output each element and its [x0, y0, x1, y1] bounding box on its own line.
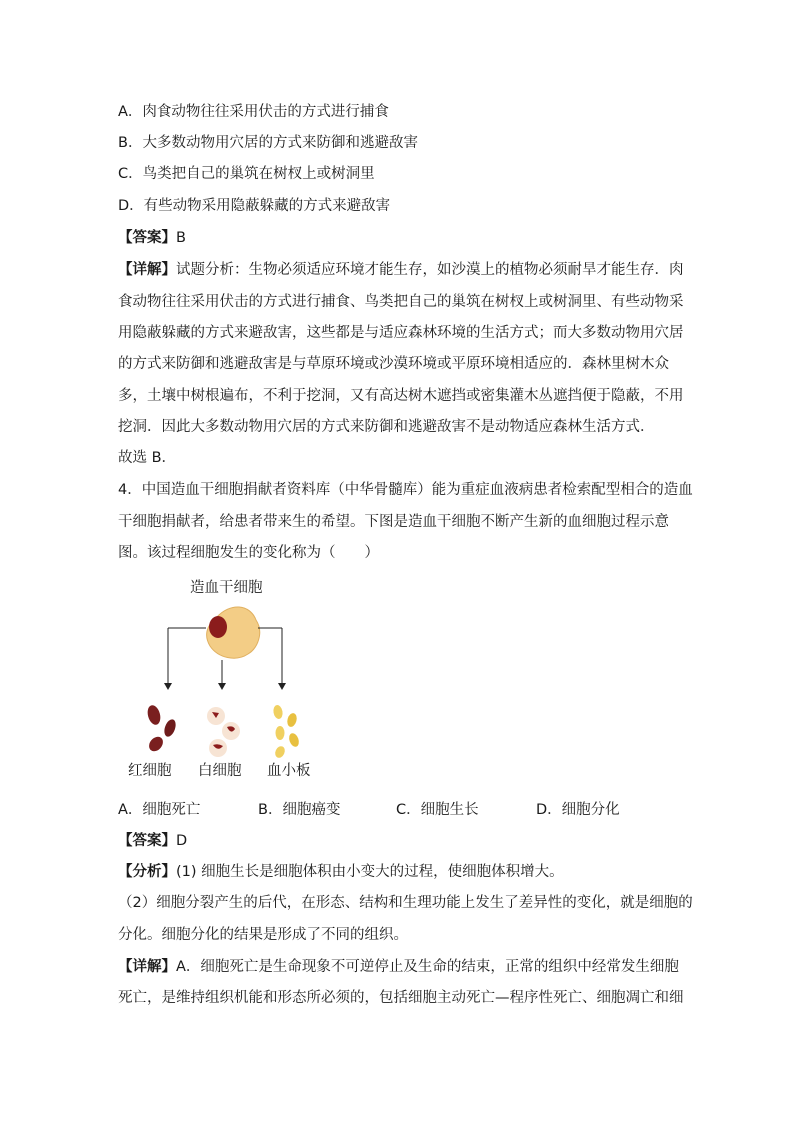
platelet-label: 血小板 [267, 763, 311, 779]
red-blood-cell-label: 红细胞 [128, 763, 172, 779]
q3-detail-line: 的方式来防御和逃避敌害是与草原环境或沙漠环境或平原环境相适应的．森林里树木众 [118, 356, 669, 372]
q3-detail-line: 食动物往往采用伏击的方式进行捕食、鸟类把自己的巢筑在树杈上或树洞里、有些动物采 [118, 294, 684, 310]
q4-answer [118, 831, 678, 851]
q4-stem-line: 干细胞捐献者，给患者带来生的希望。下图是造血干细胞不断产生新的血细胞过程示意 [118, 514, 669, 530]
q3-detail-line: 用隐蔽躲藏的方式来避敌害，这些都是与适应森林环境的生活方式；而大多数动物用穴居 [118, 325, 684, 341]
stem-cell-label: 造血干细胞 [190, 580, 263, 596]
q4-option-b: B．细胞癌变 [258, 802, 341, 818]
analysis-text: (1) 细胞生长是细胞体积由小变大的过程，使细胞体积增大。 [176, 864, 564, 880]
answer-value: B [176, 230, 186, 246]
diagram-graphic [120, 570, 380, 785]
arrow-head [278, 683, 286, 690]
detail-text: A．细胞死亡是生命现象不可逆停止及生命的结束，正常的组织中经常发生细胞 [176, 959, 679, 975]
q4-analysis-line: 分化。细胞分化的结果是形成了不同的组织。 [118, 927, 408, 943]
answer-value: D [176, 833, 188, 849]
platelet [286, 712, 298, 728]
q4-option-c: C．细胞生长 [396, 802, 479, 818]
q4-option-d: D．细胞分化 [536, 802, 620, 818]
detail-text: 试题分析：生物必须适应环境才能生存，如沙漠上的植物必须耐旱才能生存．肉 [176, 262, 684, 278]
q3-option-a: A．肉食动物往往采用伏击的方式进行捕食 [118, 104, 389, 120]
q4-analysis-line [118, 862, 678, 882]
q4-option-a: A．细胞死亡 [118, 802, 201, 818]
answer-tag: 【答案】 [118, 833, 176, 849]
red-blood-cell [162, 718, 178, 738]
q3-option-c: C．鸟类把自己的巢筑在树杈上或树洞里 [118, 166, 375, 182]
platelet [276, 726, 285, 740]
arrow-head [218, 683, 226, 690]
analysis-tag: 【分析】 [118, 864, 176, 880]
detail-tag: 【详解】 [118, 959, 176, 975]
stem-cell-nucleus [209, 616, 227, 638]
q3-option-d: D．有些动物采用隐蔽躲藏的方式来避敌害 [118, 198, 391, 214]
platelet [272, 704, 283, 719]
answer-tag: 【答案】 [118, 230, 176, 246]
arrow-head [164, 683, 172, 690]
q3-conclusion: 故选 B． [118, 450, 177, 466]
q4-detail-line [118, 957, 678, 977]
q4-options-row [118, 800, 678, 820]
q4-stem-line: 图。该过程细胞发生的变化称为（ ） [118, 545, 379, 561]
red-blood-cell [146, 704, 163, 726]
q4-analysis-line: （2）细胞分裂产生的后代，在形态、结构和生理功能上发生了差异性的变化，就是细胞的 [118, 895, 693, 911]
white-blood-cell-label: 白细胞 [198, 763, 242, 779]
platelet [287, 732, 300, 748]
platelet [273, 745, 286, 760]
q4-detail-line: 死亡，是维持组织机能和形态所必须的，包括细胞主动死亡—程序性死亡、细胞凋亡和细 [118, 990, 684, 1006]
q3-detail-line: 多，土壤中树根遍布，不利于挖洞，又有高达树木遮挡或密集灌木丛遮挡便于隐蔽，不用 [118, 388, 684, 404]
q3-detail-line: 挖洞．因此大多数动物用穴居的方式来防御和逃避敌害不是动物适应森林生活方式． [118, 419, 655, 435]
q3-answer [118, 228, 678, 248]
blood-cell-differentiation-diagram [120, 570, 380, 785]
q4-stem-line: 4．中国造血干细胞捐献者资料库（中华骨髓库）能为重症血液病患者检索配型相合的造血 [118, 482, 693, 498]
red-blood-cell [146, 734, 165, 754]
q3-option-b: B．大多数动物用穴居的方式来防御和逃避敌害 [118, 135, 418, 151]
q3-detail-line [118, 260, 684, 280]
detail-tag: 【详解】 [118, 262, 176, 278]
